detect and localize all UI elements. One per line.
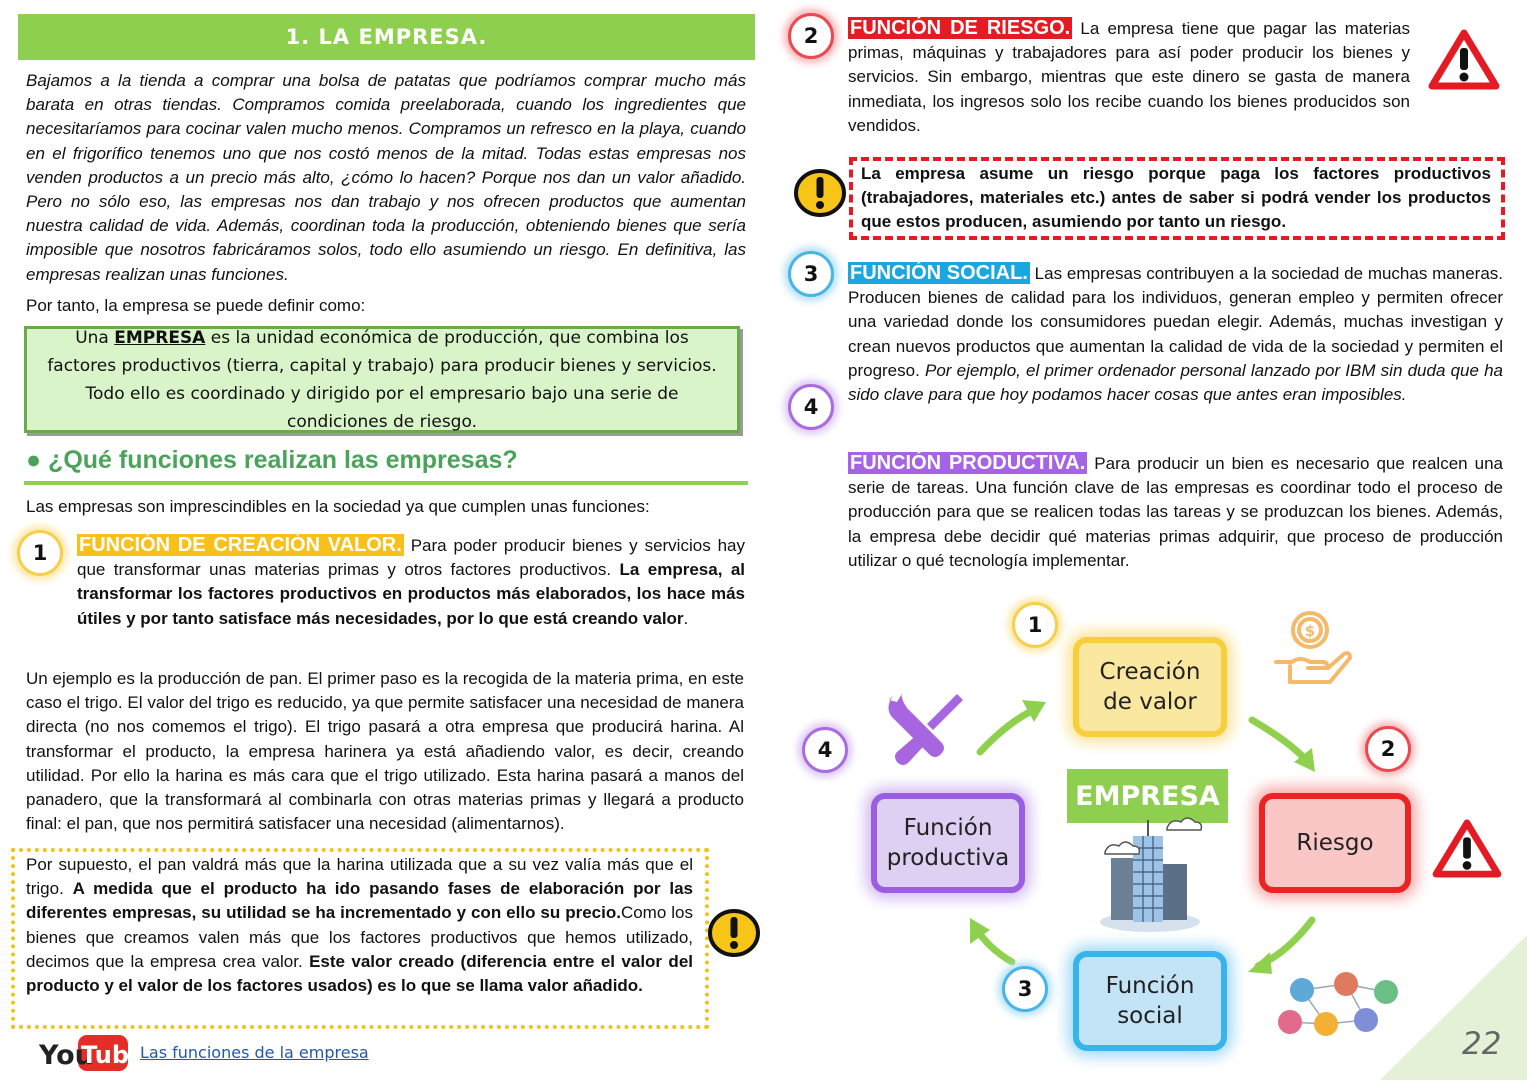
number-badge-1: 1 [17, 530, 63, 576]
diagram-funcion-productiva [871, 793, 1025, 893]
function-3-italic: Por ejemplo, el primer ordenador personal lanzado por IBM sin duda que ha sido clave para que hoy podamos hacer cosas que antes eran imposibles. [848, 360, 1504, 405]
function-4-text: Para producir un bien es necesario que realcen una serie de tareas. Una función clave de las empresas es coordinar todo el proceso de producción para que se realicen todas las tareas y se produzcan los bienes. Además, la empresa debe decidir qué materias primas adquirir, que proceso de producción utilizar o qué tecnología implementar. [848, 454, 1503, 570]
productiva-line-1: Función [903, 815, 993, 841]
heading-underline [24, 481, 748, 485]
creacion-line-2: de valor [1103, 689, 1197, 715]
tools-icon [885, 690, 967, 768]
diagram-badge-2: 2 [1365, 726, 1411, 772]
youtube-icon [38, 1035, 146, 1071]
added-value-b2: Este valor creado (diferencia entre el valor del producto y el valor de los factores usados) es lo que se llama valor añadido. [26, 951, 693, 996]
definition-lead: Por tanto, la empresa se puede definir como: [26, 296, 366, 315]
diagram-badge-4: 4 [802, 727, 848, 773]
diagram-funcion-social [1073, 951, 1227, 1051]
youtube-logo[interactable] [38, 1035, 146, 1071]
building-icon [1095, 814, 1205, 934]
intro-paragraph: Bajamos a la tienda a comprar una bolsa de patatas que podríamos comprar mucho más barata en otras tiendas. Compramos comida preelaborada, cuando los ingredientes que necesitaríamos para cocinar valen mucho menos. Compramos un refresco en la playa, cuando en el frigorífico tenemos uno que nos costó menos de la mitad. Todas estas empresas nos venden productos a un precio más alto, ¿cómo lo hacen? Porque nos dan un valor añadido. Pero no sólo eso, las empresas nos dan trabajo y nos ofrecen productos que aumentan nuestra calidad de vida. Además, coordinan toda la producción, obteniendo bienes que sería imposible que nosotros fabricáramos solos, todo ello asumiendo un riesgo. En definitiva, las empresas realizan unas funciones. [26, 71, 746, 284]
definition-box [24, 326, 740, 433]
youtube-logo-tube: Tube [81, 1041, 146, 1069]
risk-box-text: La empresa asume un riesgo porque paga los factores productivos (trabajadores, materiales etc.) antes de saber si podrá vender los productos que estos producen, asumiendo por tanto un riesgo. [861, 164, 1491, 232]
number-badge-3: 3 [788, 251, 834, 297]
section-title: 1. LA EMPRESA. [285, 25, 488, 49]
definition-pre: Una [75, 327, 115, 348]
warning-triangle-icon [1432, 818, 1502, 878]
definition-text [47, 324, 717, 436]
arrow-4-to-1 [980, 708, 1038, 752]
diagram-badge-1: 1 [1012, 602, 1058, 648]
function-4-paragraph [848, 451, 1503, 573]
corner-decoration [1380, 935, 1527, 1080]
social-line-2: social [1117, 1003, 1183, 1029]
number-badge-4: 4 [788, 384, 834, 430]
diagram-badge-3: 3 [1002, 966, 1048, 1012]
added-value-text [26, 853, 693, 998]
definition-term: EMPRESA [114, 327, 206, 348]
bread-example-paragraph: Un ejemplo es la producción de pan. El primer paso es la recogida de la materia prima, en este caso el trigo. El valor del trigo es reducido, ya que permite satisfacer una necesidad de manera directa (no nos comemos el trigo). El trigo pasará a otra empresa que producirá harina. Al transformar el producto, la empresa harinera ya está añadiendo valor, es decir, creando utilidad. Por ello la harina es más cara que el trigo utilizado. Esta harina pasará a manos del panadero, que la transformará al combinarla con otras materias primas y llegará a producto final: el pan, que nos permitirá satisfacer una necesidad (alimentarnos). [26, 669, 744, 834]
warning-circle-icon [707, 907, 761, 959]
added-value-t2: Como los bienes que creamos valen más que los factores productivos que hemos utilizado, decimos que la empresa crea valor. [26, 903, 693, 971]
number-badge-2: 2 [788, 13, 834, 59]
diagram-creacion-valor [1073, 637, 1227, 737]
function-2-label: FUNCIÓN DE RIESGO. [850, 17, 1071, 39]
youtube-logo-you: You [39, 1040, 94, 1071]
definition-post: es la unidad económica de producción, que combina los factores productivos (tierra, capital y trabajo) para producir bienes y servicios. Todo ello es coordinado y dirigido por el empresario bajo una serie de condiciones de riesgo. [47, 327, 717, 432]
function-1-label: FUNCIÓN DE CREACIÓN VALOR. [79, 534, 402, 556]
function-1-paragraph [77, 533, 745, 631]
arrow-1-to-2 [1252, 720, 1308, 762]
added-value-b1: A medida que el producto ha ido pasando fases de elaboración por las diferentes empresas, su utilidad se ha incrementado y con ello su precio. [26, 879, 693, 923]
function-3-text: Las empresas contribuyen a la sociedad de muchas maneras. Producen bienes de calidad para los individuos, generan empleo y permiten ofrecer una variedad donde los consumidores puedan elegir. Además, muchas investigan y crean nuevos productos que aumentan la calidad de vida de la sociedad y permiten el progreso. [848, 264, 1504, 380]
productiva-line-2: productiva [886, 845, 1010, 871]
diagram-center-label: EMPRESA [1067, 769, 1228, 823]
function-4-label: FUNCIÓN PRODUCTIVA. [850, 452, 1086, 474]
function-1-end: . [683, 608, 689, 628]
youtube-video-link[interactable]: Las funciones de la empresa [140, 1043, 369, 1062]
creacion-line-1: Creación [1099, 659, 1201, 685]
function-3-paragraph [848, 261, 1503, 407]
functions-heading: ● ¿Qué funciones realizan las empresas? [26, 446, 518, 474]
riesgo-label: Riesgo [1296, 830, 1374, 856]
function-1-bold: La empresa, al transformar los factores productivos en productos más elaborados, los hace más útiles y por tanto satisface más necesidades, por lo que está creando valor [77, 560, 746, 628]
function-1-text: Para poder producir bienes y servicios hay que transformar unas materias primas y otros factores productivos. [77, 536, 745, 580]
section-title-bar [18, 14, 755, 60]
social-line-1: Función [1105, 973, 1195, 999]
added-value-t1: Por supuesto, el pan valdrá más que la harina utilizada que a su vez valía más que el trigo. [26, 855, 693, 899]
page-number: 22 [1462, 1026, 1502, 1062]
function-3-label: FUNCIÓN SOCIAL. [850, 262, 1028, 284]
function-2-text: La empresa tiene que pagar las materias primas, máquinas y trabajadores para así poder producir los bienes y servicios. Sin embargo, mientras que este dinero se gasta de manera inmediata, los ingresos solo los recibe cuando los bienes producidos son vendidos. [848, 19, 1410, 135]
functions-lead: Las empresas son imprescindibles en la sociedad ya que cumplen unas funciones: [26, 497, 650, 516]
money-hand-icon [1270, 608, 1352, 688]
warning-triangle-icon [1428, 28, 1500, 90]
function-2-paragraph [848, 16, 1410, 138]
diagram-riesgo [1259, 793, 1411, 893]
warning-circle-icon [793, 167, 847, 219]
svg-text:$: $ [1304, 622, 1316, 640]
